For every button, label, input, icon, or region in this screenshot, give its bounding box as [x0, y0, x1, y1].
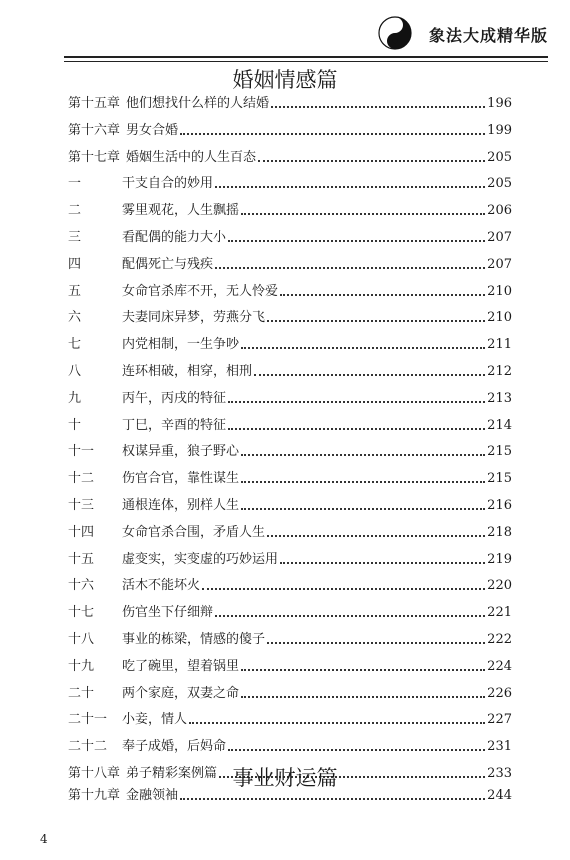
- dot-leader: [180, 798, 485, 800]
- toc-entry-number: 第十五章: [68, 96, 121, 111]
- section-title-career: 事业财运篇: [232, 766, 338, 790]
- toc-entry-page: 244: [487, 788, 512, 803]
- toc-entry-page: 218: [487, 524, 512, 540]
- toc-entry[interactable]: [68, 684, 512, 704]
- dot-leader: [241, 669, 485, 671]
- toc-entry-number: 六: [68, 310, 82, 326]
- book-title: 象法大成精华版: [428, 26, 548, 45]
- toc-entry[interactable]: [68, 442, 512, 462]
- toc-entry-page: 216: [487, 498, 512, 513]
- toc-entry[interactable]: [68, 94, 512, 114]
- toc-entry[interactable]: [68, 255, 512, 275]
- toc-entry-number: 十九: [68, 658, 95, 674]
- toc-entry[interactable]: [68, 362, 512, 382]
- dot-leader: [271, 106, 485, 108]
- toc-entry-number: 第十八章: [68, 766, 121, 781]
- page-number: 4: [40, 832, 48, 846]
- dot-leader: [280, 294, 485, 296]
- toc-entry-title: 伤官坐下仔细辩: [122, 605, 214, 621]
- toc-entry-title: 活木不能坏火: [122, 578, 201, 594]
- toc-entry[interactable]: [68, 576, 512, 596]
- dot-leader: [180, 133, 485, 135]
- toc-entry[interactable]: [68, 496, 512, 516]
- toc-entry-title: 连环相破，相穿，相刑: [122, 364, 253, 379]
- toc-entry-page: 221: [487, 605, 512, 621]
- toc-entry-number: 二: [68, 203, 82, 219]
- toc-entry[interactable]: [68, 282, 512, 302]
- toc-entry-title: 丙午，丙戌的特征: [122, 390, 227, 406]
- toc-entry-page: 219: [487, 551, 512, 567]
- toc-entry-title: 看配偶的能力大小: [122, 230, 227, 245]
- toc-entry-number: 五: [68, 283, 82, 299]
- toc-entry-page: 205: [487, 176, 512, 192]
- dot-leader: [258, 160, 485, 162]
- toc-entry[interactable]: [68, 121, 512, 141]
- toc-entry-page: 215: [487, 471, 512, 487]
- toc-entry[interactable]: [68, 710, 512, 730]
- toc-entry[interactable]: [68, 603, 512, 623]
- toc-entry[interactable]: [68, 308, 512, 328]
- toc-entry-title: 女命官杀库不开，无人怜爱: [122, 283, 279, 299]
- dot-leader: [215, 267, 485, 269]
- toc-entry-number: 九: [68, 390, 82, 406]
- toc-entry-page: 220: [487, 578, 512, 594]
- dot-leader: [228, 428, 485, 430]
- toc-entry-number: 第十九章: [68, 788, 121, 803]
- dot-leader: [280, 562, 485, 564]
- toc-entry-number: 四: [68, 256, 82, 272]
- toc-entry-title: 婚姻生活中的人生百态: [126, 149, 257, 165]
- toc-entry[interactable]: [68, 335, 512, 355]
- toc-entry-number: 一: [68, 176, 82, 192]
- toc-entry[interactable]: [68, 523, 512, 543]
- toc-entry-page: 206: [487, 203, 512, 219]
- toc-entry-title: 奉子成婚，后妈命: [122, 739, 227, 755]
- toc-entry-title: 权谋异重，狼子野心: [122, 444, 240, 460]
- toc-entry-number: 八: [68, 364, 82, 379]
- toc-entry-title: 干支自合的妙用: [122, 176, 214, 192]
- section-title-marriage: 婚姻情感篇: [232, 68, 338, 92]
- toc-entry-page: 231: [487, 739, 512, 755]
- toc-entry-title: 金融领袖: [126, 788, 179, 803]
- toc-entry[interactable]: [68, 550, 512, 570]
- dot-leader: [241, 213, 485, 215]
- dot-leader: [215, 615, 485, 617]
- toc-entry[interactable]: [68, 737, 512, 757]
- toc-entry-title: 事业的栋梁，情感的傻子: [122, 632, 266, 647]
- dot-leader: [241, 454, 485, 456]
- dot-leader: [267, 535, 485, 537]
- toc-entry[interactable]: [68, 416, 512, 436]
- toc-entry-number: 十八: [68, 632, 95, 647]
- toc-entry-title: 丁巳，辛酉的特征: [122, 417, 227, 433]
- toc-entry-page: 199: [487, 122, 512, 138]
- header-rule-thin: [64, 61, 548, 62]
- toc-entry[interactable]: [68, 389, 512, 409]
- toc-entry-page: 212: [487, 364, 512, 379]
- toc-entry-number: 二十二: [68, 739, 108, 755]
- toc-entry-number: 十五: [68, 551, 95, 567]
- toc-entry-title: 配偶死亡与残疾: [122, 256, 214, 272]
- toc-entry-title: 雾里观花，人生飘摇: [122, 203, 240, 219]
- header-rule: [64, 56, 548, 58]
- toc-entry-title: 夫妻同床异梦，劳燕分飞: [122, 310, 266, 326]
- dot-leader: [228, 401, 485, 403]
- toc-entry-page: 215: [487, 444, 512, 460]
- dot-leader: [228, 240, 485, 242]
- toc-entry-page: 214: [487, 417, 512, 433]
- toc-entry-number: 十四: [68, 524, 95, 540]
- toc-entry[interactable]: [68, 469, 512, 489]
- running-header: [64, 14, 548, 58]
- toc-entry-number: 二十一: [68, 712, 108, 728]
- dot-leader: [241, 508, 485, 510]
- toc-entry[interactable]: [68, 201, 512, 221]
- dot-leader: [254, 374, 485, 376]
- toc-entry-page: 207: [487, 256, 512, 272]
- toc-entry-number: 十一: [68, 444, 95, 460]
- toc-entry-number: 十三: [68, 498, 95, 513]
- toc-entry-page: 207: [487, 230, 512, 245]
- toc-entry[interactable]: [68, 228, 512, 248]
- toc-entry-page: 211: [487, 337, 512, 353]
- toc-entry-title: 伤官合官，靠性谋生: [122, 471, 240, 487]
- taiji-icon: [378, 16, 412, 50]
- toc-entry-page: 196: [487, 96, 512, 111]
- dot-leader: [241, 347, 485, 349]
- toc-entry-number: 十: [68, 417, 82, 433]
- dot-leader: [202, 588, 485, 590]
- dot-leader: [228, 749, 485, 751]
- toc-entry-title: 他们想找什么样的人结婚: [126, 96, 270, 111]
- toc-entry-number: 三: [68, 230, 82, 245]
- toc-entry-number: 十二: [68, 471, 95, 487]
- toc-entry-title: 小妾，情人: [122, 712, 188, 728]
- toc-entry-page: 210: [487, 283, 512, 299]
- toc-entry-title: 男女合婚: [126, 122, 179, 138]
- dot-leader: [189, 722, 485, 724]
- toc-entry-page: 224: [487, 658, 512, 674]
- toc-entry-number: 第十七章: [68, 149, 121, 165]
- toc-entry-title: 弟子精彩案例篇: [126, 766, 218, 781]
- dot-leader: [215, 186, 485, 188]
- toc-entry-title: 通根连体，别样人生: [122, 498, 240, 513]
- dot-leader: [241, 481, 485, 483]
- toc-entry-page: 233: [487, 766, 512, 781]
- toc-entry-title: 内党相制，一生争吵: [122, 337, 240, 353]
- toc-entry-page: 213: [487, 390, 512, 406]
- toc-entry-page: 227: [487, 712, 512, 728]
- toc-entry-page: 222: [487, 632, 512, 647]
- toc-entry-title: 吃了碗里，望着锅里: [122, 658, 240, 674]
- toc-entry-number: 七: [68, 337, 82, 353]
- toc-entry-number: 十六: [68, 578, 95, 594]
- toc-entry-page: 226: [487, 685, 512, 701]
- toc-entry-number: 二十: [68, 685, 95, 701]
- toc-entry-page: 205: [487, 149, 512, 165]
- toc-entry[interactable]: [68, 174, 512, 194]
- toc-entry-title: 两个家庭，双妻之命: [122, 685, 240, 701]
- toc-entry-page: 210: [487, 310, 512, 326]
- toc-entry[interactable]: [68, 148, 512, 168]
- toc-entry[interactable]: [68, 630, 512, 650]
- toc-entry-number: 十七: [68, 605, 95, 621]
- toc-entry[interactable]: [68, 657, 512, 677]
- dot-leader: [267, 320, 485, 322]
- toc-entry-number: 第十六章: [68, 122, 121, 138]
- toc-entry-title: 女命官杀合围，矛盾人生: [122, 524, 266, 540]
- dot-leader: [267, 642, 485, 644]
- dot-leader: [241, 696, 485, 698]
- toc-entry-title: 虚变实，实变虚的巧妙运用: [122, 551, 279, 567]
